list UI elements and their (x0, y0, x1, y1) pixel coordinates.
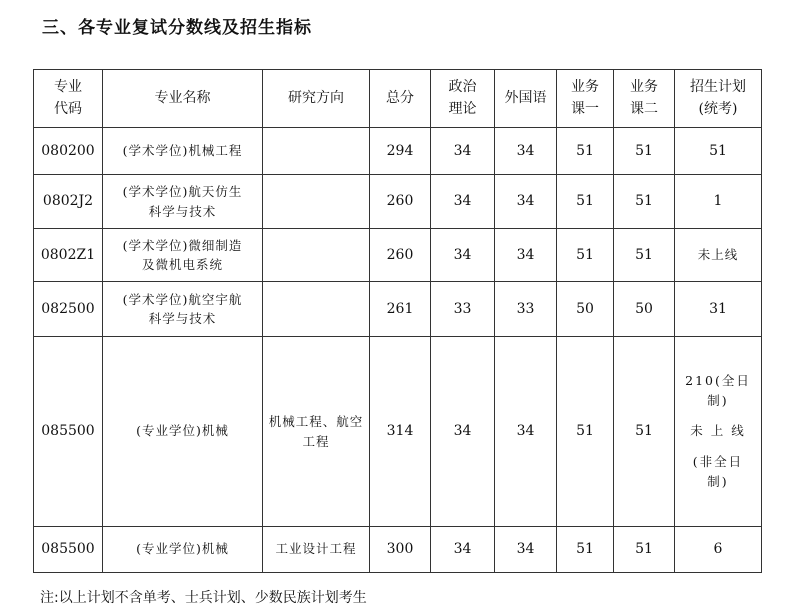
header-name: 专业名称 (103, 70, 263, 128)
cell-code: 080200 (34, 128, 103, 175)
table-row (34, 128, 762, 175)
cell-name: (学术学位)航天仿生 科学与技术 (103, 175, 263, 229)
cell-politics: 33 (431, 282, 495, 337)
header-course2: 业务 课二 (614, 70, 675, 128)
cell-course1: 51 (557, 229, 614, 282)
header-plan: 招生计划 (统考) (675, 70, 762, 128)
cell-name: (学术学位)微细制造 及微机电系统 (103, 229, 263, 282)
cell-course1: 51 (557, 175, 614, 229)
cell-foreign: 34 (495, 527, 557, 573)
cell-politics: 34 (431, 128, 495, 175)
table-row (34, 527, 762, 573)
cell-plan: 6 (675, 527, 762, 573)
header-politics: 政治 理论 (431, 70, 495, 128)
cell-plan: 1 (675, 175, 762, 229)
cell-code: 0802J2 (34, 175, 103, 229)
cell-politics: 34 (431, 229, 495, 282)
cell-foreign: 34 (495, 337, 557, 527)
cell-course2: 51 (614, 229, 675, 282)
table-row (34, 337, 762, 527)
cell-name: (专业学位)机械 (103, 527, 263, 573)
cell-course2: 51 (614, 337, 675, 527)
cell-foreign: 34 (495, 175, 557, 229)
cell-total: 314 (370, 337, 431, 527)
cell-plan: 31 (675, 282, 762, 337)
cell-name: (学术学位)航空宇航 科学与技术 (103, 282, 263, 337)
cell-course1: 51 (557, 527, 614, 573)
cell-direction (263, 282, 370, 337)
table-row (34, 229, 762, 282)
cell-foreign: 34 (495, 128, 557, 175)
cell-politics: 34 (431, 337, 495, 527)
cell-direction (263, 229, 370, 282)
table-row (34, 282, 762, 337)
cell-course2: 51 (614, 527, 675, 573)
cell-code: 085500 (34, 337, 103, 527)
table-row (34, 175, 762, 229)
cell-course1: 51 (557, 128, 614, 175)
header-foreign: 外国语 (495, 70, 557, 128)
cell-course2: 50 (614, 282, 675, 337)
cell-politics: 34 (431, 175, 495, 229)
cell-total: 261 (370, 282, 431, 337)
footnote: 注:以上计划不含单考、士兵计划、少数民族计划考生 (40, 590, 367, 606)
cell-course2: 51 (614, 128, 675, 175)
cell-foreign: 34 (495, 229, 557, 282)
cell-plan: 未上线 (675, 229, 762, 282)
header-total: 总分 (370, 70, 431, 128)
header-direction: 研究方向 (263, 70, 370, 128)
score-table (33, 69, 762, 573)
cell-name: (专业学位)机械 (103, 337, 263, 527)
cell-code: 0802Z1 (34, 229, 103, 282)
cell-direction (263, 175, 370, 229)
header-row (34, 70, 762, 128)
cell-total: 294 (370, 128, 431, 175)
cell-code: 085500 (34, 527, 103, 573)
cell-total: 300 (370, 527, 431, 573)
cell-course2: 51 (614, 175, 675, 229)
header-course1: 业务 课一 (557, 70, 614, 128)
section-title: 三、各专业复试分数线及招生指标 (42, 18, 312, 38)
cell-total: 260 (370, 229, 431, 282)
cell-course1: 51 (557, 337, 614, 527)
cell-code: 082500 (34, 282, 103, 337)
cell-total: 260 (370, 175, 431, 229)
cell-name: (学术学位)机械工程 (103, 128, 263, 175)
cell-course1: 50 (557, 282, 614, 337)
cell-direction: 工业设计工程 (263, 527, 370, 573)
header-code: 专业 代码 (34, 70, 103, 128)
cell-politics: 34 (431, 527, 495, 573)
cell-plan: 51 (675, 128, 762, 175)
cell-foreign: 33 (495, 282, 557, 337)
cell-direction (263, 128, 370, 175)
cell-plan: 210(全日 制) 未 上 线 (非全日 制) (675, 337, 762, 527)
cell-direction: 机械工程、航空 工程 (263, 337, 370, 527)
